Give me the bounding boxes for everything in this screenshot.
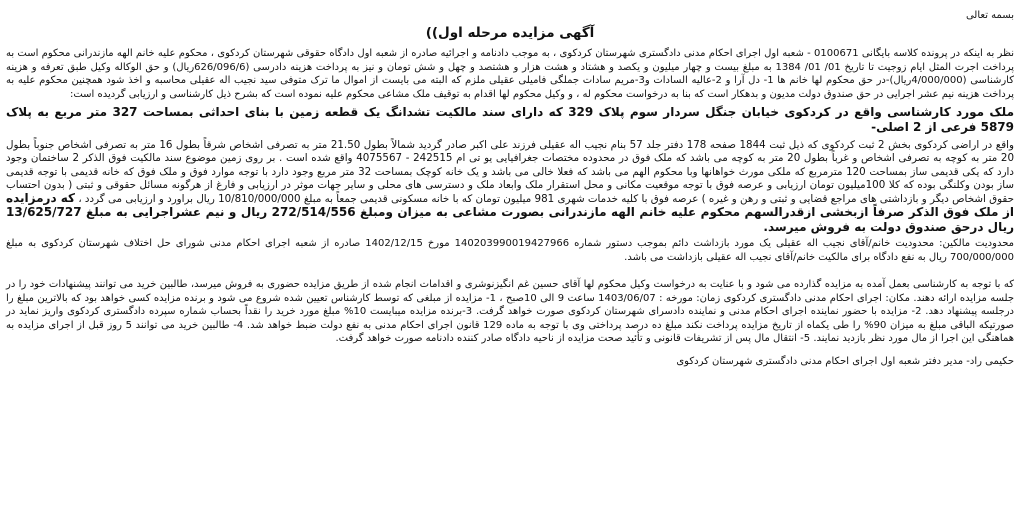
section-gap: [6, 268, 1014, 278]
basmala: بسمه تعالی: [965, 10, 1014, 21]
notice-title: آگهی مزایده مرحله اول)): [425, 25, 595, 41]
notice-content: [6, 10, 1014, 367]
property-body: واقع در اراضی کردکوی بخش 2 ثبت کردکوی که ذیل ثبت 1844 صفحه 178 دفتر جلد 57 بنام نجیب اله عقیلی فرزند علی اکبر صادر گردید شمالاً بطول 21.50 متر به تصرفی اشخاص شرقاً بطول 16 متر به تصرفی اشخاص جنوباً بطول 20 متر به کوچه به تصرفی اشخاص و غرباً بطول 20 متر به کوچه می باشد که ملک فوق در محدوده مختصات جغرافیایی یو تی ام 242515 - 4075567 واقع شده است . بر روی زمین موضوع سند مالکیت فوق الذکر 2 ساختمان وجود دارد که یکی قدیمی ساز بمساحت 120 مترمربع که ملکی مورث خواهانها وبا محکوم الهم می باشد که فعلا خالی می باشد و یک خانه کوچک بمساحت 32 متر مربع وجود دارد با توجه موارد فوق و ملک فوق که خانه قدیمی با توجه قدیمی ساز بودن وکلنگی بوده که کلا 100میلیون تومان ارزیابی و عرصه فوق با توجه موقعیت مکانی و محل استقرار ملک وابعاد ملک و دسترسی های محلی و سایر جهات موثر در ارزیابی و فارغ از هرگونه مسائل حقوقی و ثبتی ( بدون احتساب حقوق اشخاص دیگر و بازداشتی های مراجع قضایی و ثبتی و رهن و غیره ) عرصه فوق با کلیه خدمات شهری 981 میلیون تومان که با خانه مسکونی قدیمی جمعاً به مبلغ 10/810/000/000 ریال براورد و ارزیابی می گردد ،: [6, 139, 1015, 206]
property-emphasis: که درمزایده از ملک فوق الذکر صرفاً ازبخشی ازقدرالسهم محکوم علیه خانم الهه مازندرانی بصورت مشاعی به میزان ومبلغ 272/514/556 ریال و نیم عشراجرایی به مبلغ 13/625/727 ریال درحق صندوق دولت به فروش میرسد.: [6, 191, 1014, 234]
signature-line: حکیمی راد- مدیر دفتر شعبه اول اجرای احکام مدنی دادگستری شهرستان کردکوی: [676, 355, 1014, 367]
restrictions-paragraph: محدودیت مالکین: محدودیت خانم/آقای نجیب اله عقیلی یک مورد بازداشت دائم بموجب دستور شماره 140203990019427966 مورخ 1402/12/15 صادره از شعبه اجرای احکام مدنی شورای حل اختلاف شهرستان کردکوی به مبلغ 700/000/000 ریال به نفع دادگاه برای مالکیت خانم/آقای نجیب اله عقیلی بازداشت می باشد.: [6, 238, 1015, 263]
property-description: [6, 139, 1014, 235]
property-heading: ملک مورد کارشناسی واقع در کردکوی خیابان جنگل سردار سوم پلاک 329 که دارای سند مالکیت تشدانگ یک قطعه زمین با بنای احداثی بمساحت 327 متر مربع به پلاک 5879 فرعی از 2 اصلی-: [6, 105, 1015, 134]
auction-terms: که با توجه به کارشناسی بعمل آمده به مزایده گذارده می شود و با عنایت به درخواست وکیل محکوم لها آقای حسین غم انگیزنوشری و اقدامات انجام شده از طریق مزایده حضوری به فروش میرسد، طالبین خرید می توانند پیشنهادات خود را در جلسه مزایده ارائه دهند. مکان: اجرای احکام مدنی دادگستری کردکوی زمان: مورخه : 1403/06/07 ساعت 9 الی 10صبح ، 1- مزایده از مبلغی که توسط کارشناس تعیین شده شروع می شود و برنده مزایده کسی خواهد بود که بالاترین مبلغ را درجلسه پیشنهاد دهد. 2- مزایده با حضور نماینده اجرای احکام مدنی و نماینده دادسرای شهرستان کردکوی صورت خواهد گرفت. 3-برنده مزایده میبایست 10% مبلغ مورد خرید را نقداً بحساب شماره سپرده دادگستری کردکوی واریز نماید در صورتیکه الباقی مبلغ به میزان 90% را طی یکماه از تاریخ مزایده پرداخت نکند مبلغ ده درصد پرداختی وی با توجه به ماده 129 قانون اجرای احکام مدنی به نفع دولت ضبط خواهد شد. 4- طالبین خرید می توانند 5 روز قبل از اجرای مزایده به هماهنگی این اجرا از مال مورد نظر بازدید نمایند. 5- انتقال مال پس از تشریفات قانونی و تأئید صحت مزایده از ناحیه دادگاه صادر کننده دادنامه صورت خواهد گرفت.: [6, 279, 1015, 345]
intro-paragraph: نظر به اینکه در پرونده کلاسه بایگانی 0100671 - شعبه اول اجرای احکام مدنی دادگستری شهرستان کردکوی ، به موجب دادنامه و اجرائیه صادره از شعبه اول دادگاه حقوقی شهرستان کردکوی ، محکوم علیه خانم الهه مازندرانی محکوم است به پرداخت اجرت المثل ایام زوجیت تا تاریخ 01/ 01/ 1384 به مبلغ بیست و چهار میلیون و یکصد و هشتاد و هشت هزار و هشتصد و چهل و شش تومان و نیز به پرداخت هزینه دادرسی (626/096/6ریال) و حق الوکاله وکیل طبق تعرفه و هزینه کارشناسی (4/000/000ریال)-در حق محکوم لها خانم ها 1- دل آرا و 2-عالیه السادات و3-مریم سادات جملگی فامیلی عقیلی ملزم که البته می بایست از اموال ما ترک متوفی سید نجیب اله عقیلی محاسبه و اخذ شود همچنین محکوم علیه به پرداخت هزینه نیم عشر اجرایی در حق صندوق دولت مدیون و بدهکار است که بنا به درخواست محکوم له ، و وکیل محکوم لها اقدام به توقیف ملک مشاعی محکوم علیه نموده است که بشرح ذیل کارشناسی و ارزیابی گردیده است:: [6, 48, 1014, 100]
